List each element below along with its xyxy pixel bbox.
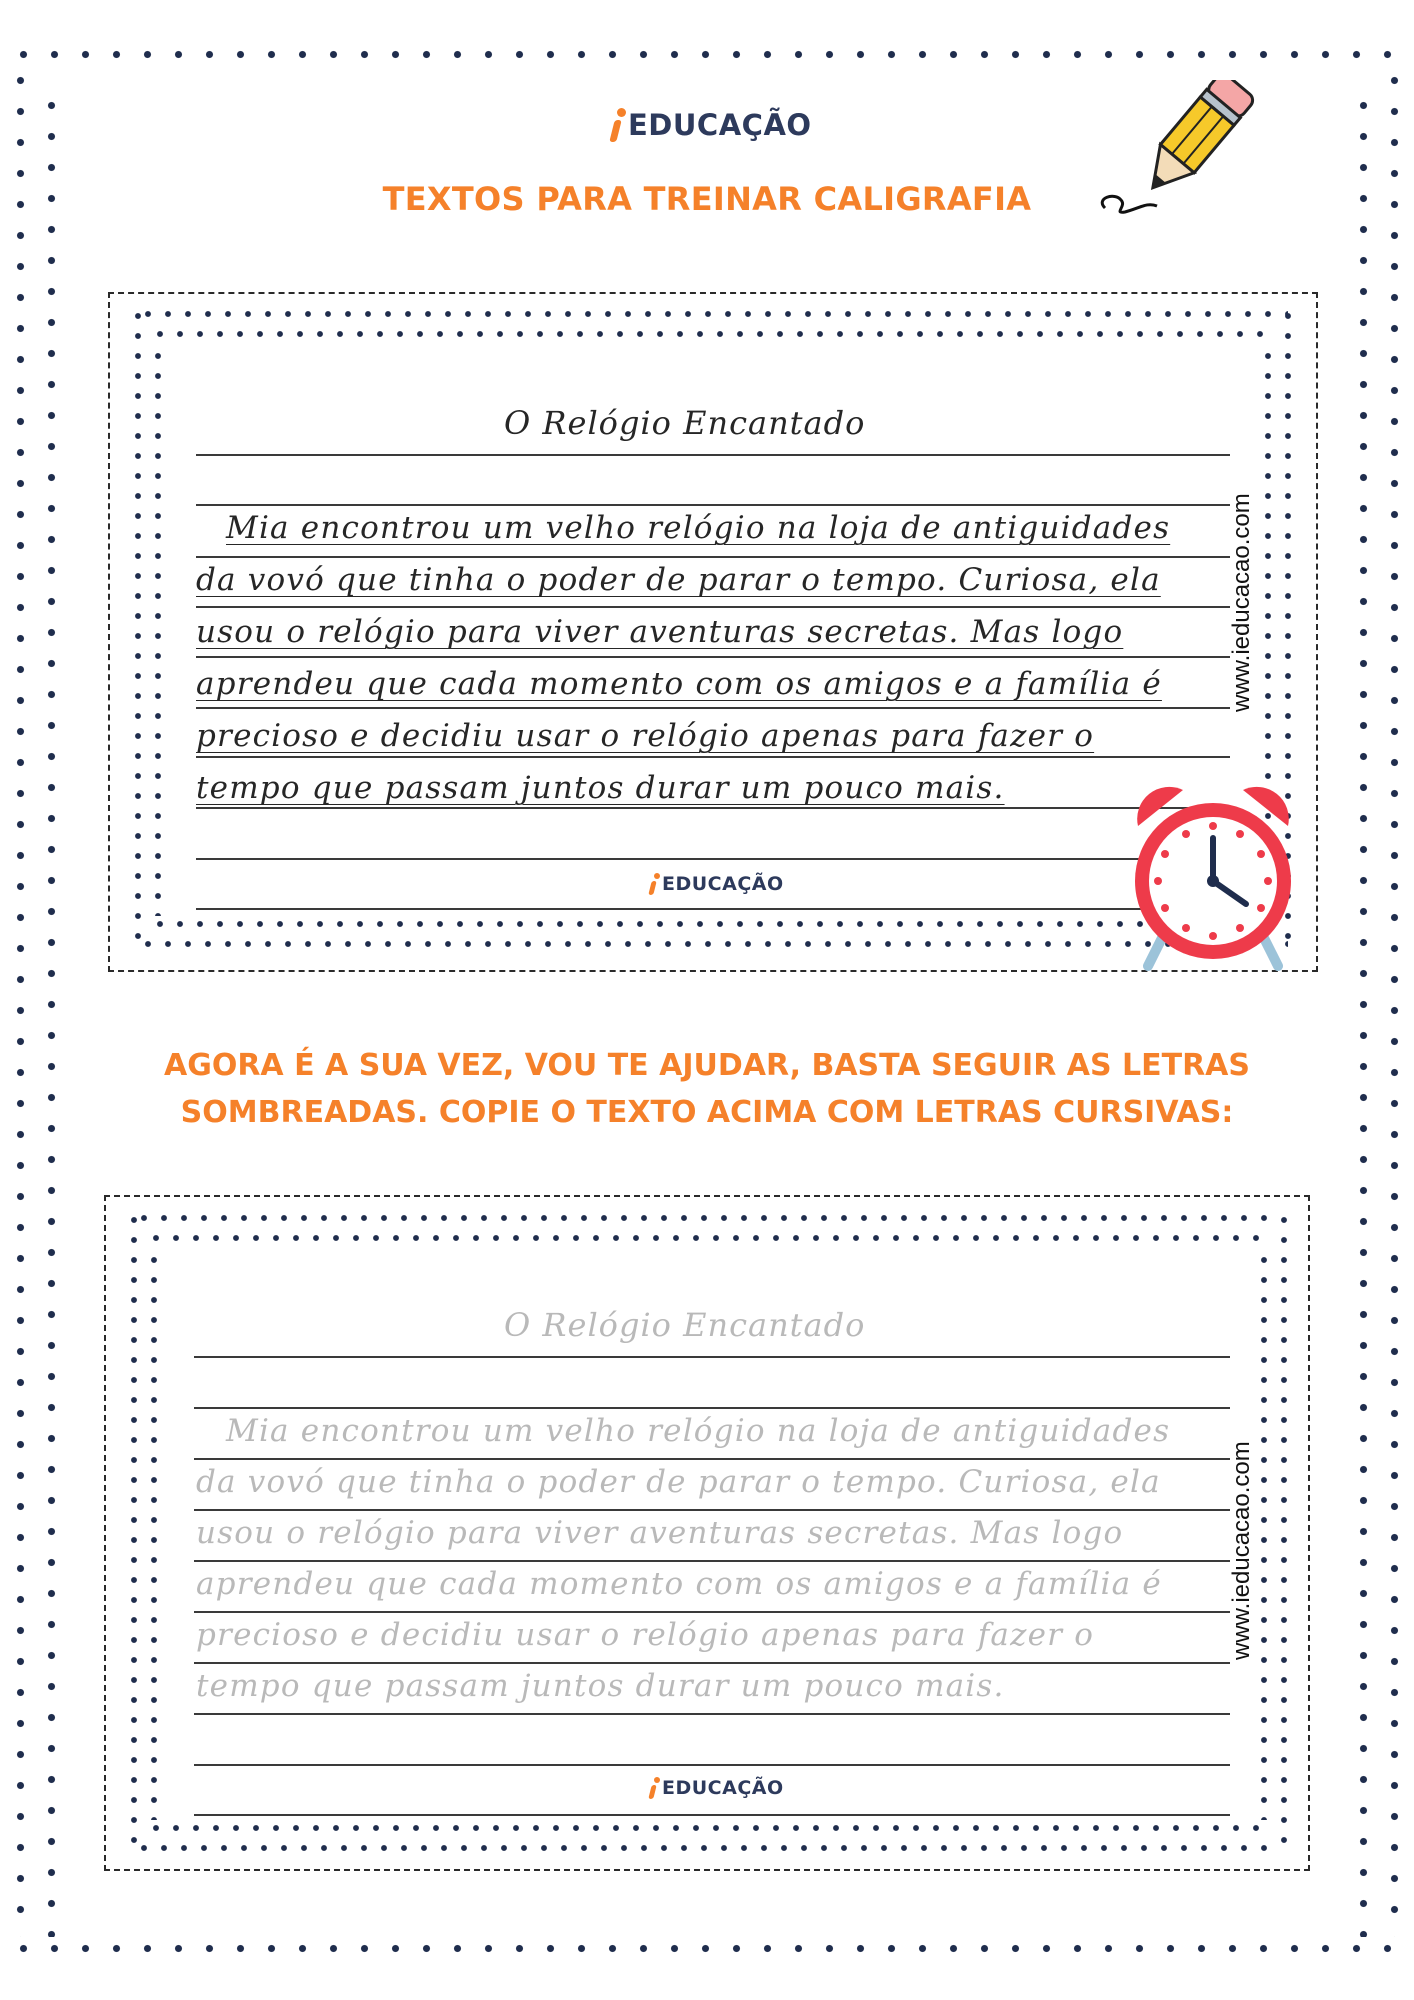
example-card-dots-top: [138, 306, 1288, 322]
trace-story-title: O Relógio Encantado: [504, 1306, 866, 1344]
practice-card-dots-bottom: [134, 1840, 1280, 1856]
practice-card-dots-left-2: [146, 1250, 162, 1820]
brand-i-icon: [648, 1777, 660, 1799]
story-line-1: Mia encontrou um velho relógio na loja de antiguidades: [226, 510, 1171, 546]
page-border-left-inner: [40, 90, 62, 1937]
card-brand-name: EDUCAÇÃO: [662, 873, 784, 895]
practice-brand-name: EDUCAÇÃO: [662, 1777, 784, 1799]
story-line-2: da vovó que tinha o poder de parar o tempo. Curiosa, ela: [196, 562, 1161, 598]
example-card-dots-bottom-2: [150, 916, 1276, 932]
instruction-line-2: SOMBREADAS. COPIE O TEXTO ACIMA COM LETRAS CURSIVAS:: [180, 1095, 1234, 1130]
trace-line-3: usou o relógio para viver aventuras secretas. Mas logo: [196, 1515, 1124, 1551]
page-border-right-inner: [1352, 90, 1374, 1937]
instruction-text: [0, 1042, 1414, 1136]
practice-card-dots-left: [126, 1210, 142, 1856]
trace-line-4: aprendeu que cada momento com os amigos e a família é: [196, 1566, 1162, 1602]
practice-card-dots-top-2: [146, 1230, 1268, 1246]
story-line-5: precioso e decidiu usar o relógio apenas para fazer o: [196, 718, 1095, 754]
example-card-dots-left-2: [150, 346, 166, 916]
practice-brand-logo: [648, 1777, 784, 1799]
pencil-icon: [1085, 80, 1275, 230]
practice-card-dots-right: [1276, 1210, 1292, 1856]
page-border-right: [1383, 65, 1405, 1937]
page-border-left: [9, 65, 31, 1937]
story-line-4: aprendeu que cada momento com os amigos e a família é: [196, 666, 1162, 702]
practice-card-dots-bottom-2: [146, 1820, 1268, 1836]
story-line-6: tempo que passam juntos durar um pouco mais.: [196, 770, 1005, 806]
page-border-top: [8, 43, 1406, 65]
trace-line-6: tempo que passam juntos durar um pouco mais.: [196, 1668, 1005, 1704]
alarm-clock-icon: [1128, 776, 1298, 976]
practice-card-dots-right-2: [1256, 1250, 1272, 1820]
story-line-3: usou o relógio para viver aventuras secretas. Mas logo: [196, 614, 1124, 650]
brand-logo: [608, 108, 812, 142]
practice-website-label: www.ieducacao.com: [1228, 1441, 1255, 1660]
story-title: O Relógio Encantado: [504, 404, 866, 442]
practice-card-dots-top: [134, 1210, 1280, 1226]
brand-name: EDUCAÇÃO: [628, 108, 812, 142]
trace-line-2: da vovó que tinha o poder de parar o tempo. Curiosa, ela: [196, 1464, 1161, 1500]
page-border-bottom: [8, 1937, 1406, 1959]
trace-line-5: precioso e decidiu usar o relógio apenas para fazer o: [196, 1617, 1095, 1653]
website-label: www.ieducacao.com: [1228, 493, 1255, 712]
card-brand-logo: [648, 873, 784, 895]
instruction-line-1: AGORA É A SUA VEZ, VOU TE AJUDAR, BASTA SEGUIR AS LETRAS: [163, 1048, 1251, 1083]
brand-i-icon: [648, 873, 660, 895]
example-card-dots-bottom: [138, 936, 1288, 952]
trace-line-1: Mia encontrou um velho relógio na loja de antiguidades: [226, 1413, 1171, 1449]
brand-i-icon: [608, 108, 626, 142]
page-title: TEXTOS PARA TREINAR CALIGRAFIA: [382, 180, 1032, 218]
example-card-dots-top-2: [150, 326, 1276, 342]
example-card-dots-left: [130, 306, 146, 952]
